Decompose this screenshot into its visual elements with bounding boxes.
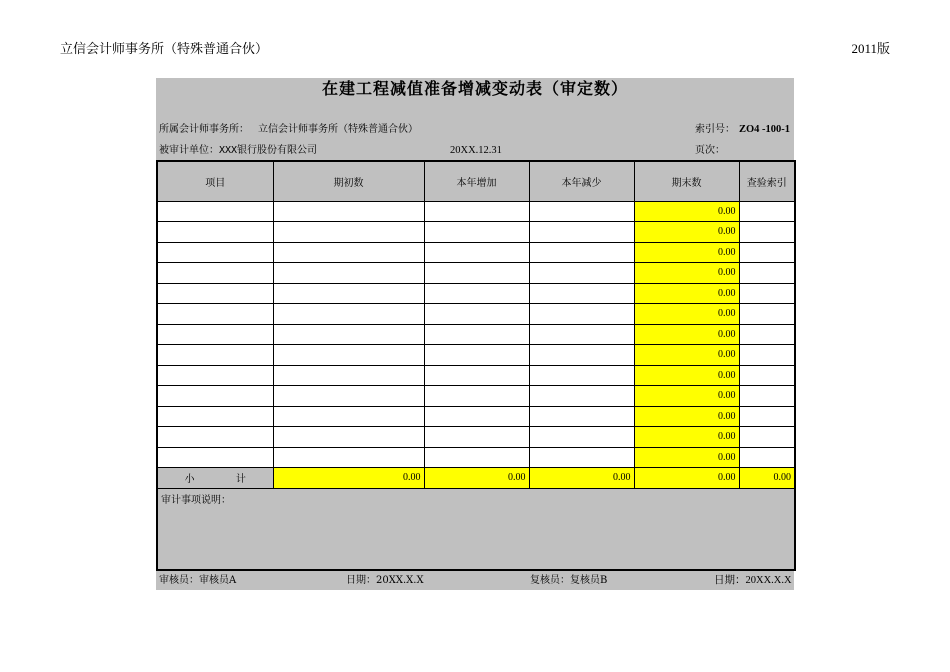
cell-opening[interactable] <box>273 242 424 263</box>
table-row <box>157 263 795 284</box>
cell-ending[interactable]: 0.00 <box>634 365 739 386</box>
cell-item[interactable] <box>157 427 273 448</box>
table-header-row <box>157 161 795 201</box>
cell-increase[interactable] <box>424 427 529 448</box>
cell-opening[interactable] <box>273 345 424 366</box>
table-row <box>157 447 795 468</box>
cell-ending[interactable]: 0.00 <box>634 406 739 427</box>
cell-opening[interactable] <box>273 222 424 243</box>
table-row <box>157 304 795 325</box>
cell-decrease[interactable] <box>529 406 634 427</box>
cell-decrease[interactable] <box>529 263 634 284</box>
cell-index[interactable] <box>739 201 795 222</box>
auditee-label: 被审计单位： <box>159 145 219 156</box>
subtotal-opening[interactable]: 0.00 <box>273 468 424 489</box>
cell-increase[interactable] <box>424 386 529 407</box>
subtotal-label: 小 计 <box>157 468 273 489</box>
cell-item[interactable] <box>157 242 273 263</box>
cell-opening[interactable] <box>273 263 424 284</box>
cell-decrease[interactable] <box>529 345 634 366</box>
table-row <box>157 386 795 407</box>
page-header-firm: 立信会计师事务所（特殊普通合伙） <box>60 42 269 57</box>
cell-decrease[interactable] <box>529 283 634 304</box>
footer-date-1: 日期：20XX.X.X <box>346 575 424 586</box>
cell-opening[interactable] <box>273 406 424 427</box>
footer-rechecker: 复核员：复核员B <box>530 575 608 586</box>
cell-decrease[interactable] <box>529 447 634 468</box>
cell-increase[interactable] <box>424 242 529 263</box>
cell-index[interactable] <box>739 304 795 325</box>
col-header-decrease: 本年减少 <box>529 161 634 201</box>
subtotal-increase[interactable]: 0.00 <box>424 468 529 489</box>
table-row <box>157 427 795 448</box>
cell-opening[interactable] <box>273 201 424 222</box>
cell-decrease[interactable] <box>529 427 634 448</box>
footer-reviewer: 审核员：审核员A <box>159 575 237 586</box>
table-row <box>157 242 795 263</box>
table-row <box>157 365 795 386</box>
auditee-field <box>159 144 317 158</box>
cell-ending[interactable]: 0.00 <box>634 386 739 407</box>
cell-decrease[interactable] <box>529 324 634 345</box>
cell-index[interactable] <box>739 345 795 366</box>
table-row <box>157 406 795 427</box>
cell-ending[interactable]: 0.00 <box>634 345 739 366</box>
cell-item[interactable] <box>157 222 273 243</box>
page-header-version: 2011版 <box>851 41 890 56</box>
cell-item[interactable] <box>157 365 273 386</box>
cell-increase[interactable] <box>424 222 529 243</box>
cell-decrease[interactable] <box>529 201 634 222</box>
col-header-index: 查验索引 <box>739 161 795 201</box>
subtotal-index[interactable]: 0.00 <box>739 468 795 489</box>
subtotal-row <box>157 468 795 489</box>
col-header-item: 项目 <box>157 161 273 201</box>
cell-increase[interactable] <box>424 365 529 386</box>
cell-opening[interactable] <box>273 324 424 345</box>
cell-decrease[interactable] <box>529 242 634 263</box>
cell-index[interactable] <box>739 386 795 407</box>
auditee-value: XXX银行股份有限公司 <box>219 145 318 156</box>
notes-row <box>157 488 795 570</box>
cell-ending[interactable]: 0.00 <box>634 304 739 325</box>
index-label: 索引号： <box>695 124 735 135</box>
cell-increase[interactable] <box>424 447 529 468</box>
cell-opening[interactable] <box>273 283 424 304</box>
cell-increase[interactable] <box>424 304 529 325</box>
cell-index[interactable] <box>739 447 795 468</box>
cell-opening[interactable] <box>273 386 424 407</box>
cell-opening[interactable] <box>273 365 424 386</box>
cell-index[interactable] <box>739 263 795 284</box>
cell-item[interactable] <box>157 406 273 427</box>
col-header-opening: 期初数 <box>273 161 424 201</box>
cell-index[interactable] <box>739 427 795 448</box>
cell-increase[interactable] <box>424 406 529 427</box>
cell-index[interactable] <box>739 365 795 386</box>
firm-value: 立信会计师事务所（特殊普通合伙） <box>258 124 418 135</box>
worksheet <box>156 78 794 590</box>
cell-ending[interactable]: 0.00 <box>634 324 739 345</box>
cell-item[interactable] <box>157 263 273 284</box>
cell-increase[interactable] <box>424 201 529 222</box>
col-header-increase: 本年增加 <box>424 161 529 201</box>
notes-cell[interactable]: 审计事项说明： <box>157 488 795 570</box>
cell-index[interactable] <box>739 242 795 263</box>
cell-ending[interactable]: 0.00 <box>634 242 739 263</box>
change-table <box>156 160 796 571</box>
cell-index[interactable] <box>739 283 795 304</box>
table-row <box>157 345 795 366</box>
cell-item[interactable] <box>157 201 273 222</box>
col-header-ending: 期末数 <box>634 161 739 201</box>
cell-index[interactable] <box>739 222 795 243</box>
cell-opening[interactable] <box>273 427 424 448</box>
subtotal-ending[interactable]: 0.00 <box>634 468 739 489</box>
cell-item[interactable] <box>157 304 273 325</box>
table-row <box>157 324 795 345</box>
cell-ending[interactable]: 0.00 <box>634 222 739 243</box>
footer-date-2: 日期：20XX.X.X <box>714 575 792 586</box>
cell-opening[interactable] <box>273 447 424 468</box>
cell-decrease[interactable] <box>529 304 634 325</box>
index-value: ZO4 -100-1 <box>739 124 791 135</box>
subtotal-decrease[interactable]: 0.00 <box>529 468 634 489</box>
cell-index[interactable] <box>739 324 795 345</box>
cell-item[interactable] <box>157 386 273 407</box>
cell-ending[interactable]: 0.00 <box>634 201 739 222</box>
cell-increase[interactable] <box>424 263 529 284</box>
cell-ending[interactable]: 0.00 <box>634 263 739 284</box>
cell-ending[interactable]: 0.00 <box>634 447 739 468</box>
cell-opening[interactable] <box>273 304 424 325</box>
cell-ending[interactable]: 0.00 <box>634 283 739 304</box>
cell-increase[interactable] <box>424 283 529 304</box>
table-row <box>157 201 795 222</box>
table-row <box>157 222 795 243</box>
cell-item[interactable] <box>157 283 273 304</box>
cell-increase[interactable] <box>424 324 529 345</box>
cell-item[interactable] <box>157 447 273 468</box>
page-label: 页次： <box>695 145 725 156</box>
cell-increase[interactable] <box>424 345 529 366</box>
table-row <box>157 283 795 304</box>
cell-decrease[interactable] <box>529 386 634 407</box>
cell-decrease[interactable] <box>529 222 634 243</box>
form-title: 在建工程减值准备增减变动表（审定数） <box>321 79 628 98</box>
cell-decrease[interactable] <box>529 365 634 386</box>
cell-ending[interactable]: 0.00 <box>634 427 739 448</box>
firm-label: 所属会计师事务所： <box>159 124 249 135</box>
cell-index[interactable] <box>739 406 795 427</box>
period-date: 20XX.12.31 <box>450 145 502 156</box>
cell-item[interactable] <box>157 345 273 366</box>
cell-item[interactable] <box>157 324 273 345</box>
